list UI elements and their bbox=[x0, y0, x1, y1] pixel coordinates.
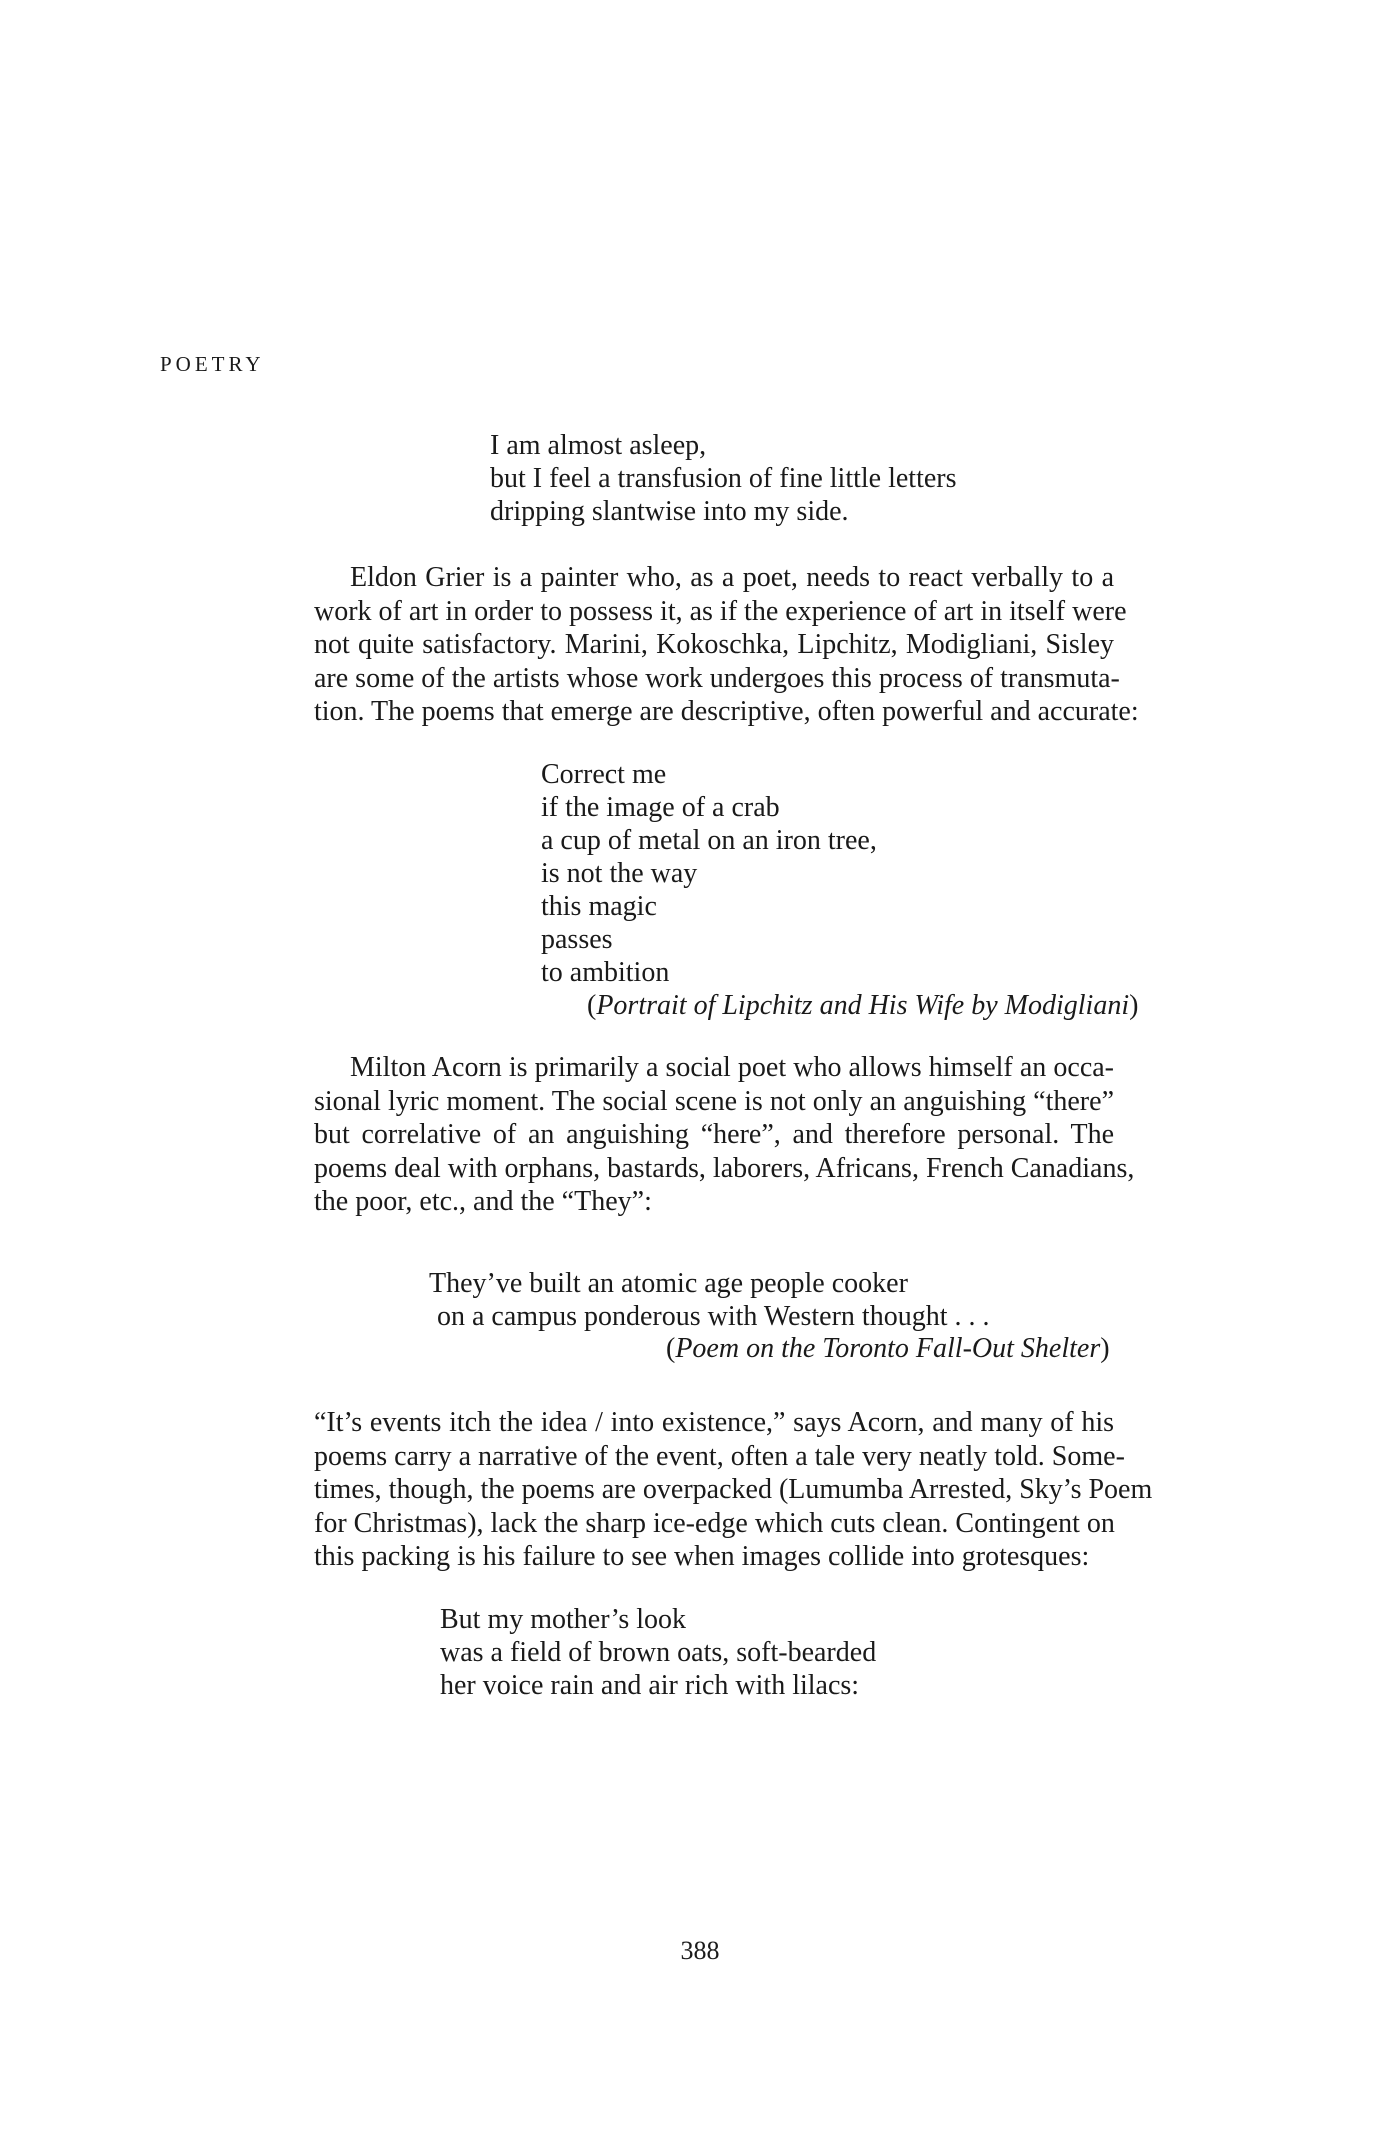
paragraph-line: for Christmas), lack the sharp ice-edge which cuts clean. Contingent on bbox=[314, 1507, 1115, 1539]
verse-line: but I feel a transfusion of fine little letters bbox=[490, 463, 957, 494]
paragraph-line: are some of the artists whose work undergoes this process of transmuta- bbox=[314, 662, 1120, 694]
paragraph-events bbox=[314, 1406, 1153, 1574]
paragraph-line: the poor, etc., and the “They”: bbox=[314, 1186, 652, 1217]
citation-toronto: (Poem on the Toronto Fall-Out Shelter) bbox=[666, 1333, 1110, 1364]
verse-line: a cup of metal on an iron tree, bbox=[541, 825, 877, 856]
verse-line: is not the way bbox=[541, 858, 698, 889]
verse-line: if the image of a crab bbox=[541, 792, 780, 823]
verse-line: on a campus ponderous with Western thought . . . bbox=[437, 1301, 990, 1332]
paragraph-line: sional lyric moment. The social scene is not only an anguishing “there” bbox=[314, 1085, 1114, 1117]
paragraph-line: this packing is his failure to see when images collide into grotesques: bbox=[314, 1541, 1090, 1572]
page-number: 388 bbox=[680, 1936, 720, 1965]
paragraph-line: Milton Acorn is primarily a social poet who allows himself an occa- bbox=[350, 1052, 1114, 1083]
paragraph-line: times, though, the poems are overpacked (Lumumba Arrested, Sky’s Poem bbox=[314, 1474, 1153, 1505]
paragraph-line: Eldon Grier is a painter who, as a poet, needs to react verbally to a bbox=[350, 562, 1114, 593]
verse-line: But my mother’s look bbox=[440, 1604, 687, 1635]
citation-lipchitz: (Portrait of Lipchitz and His Wife by Modigliani) bbox=[587, 990, 1139, 1021]
verse-line: was a field of brown oats, soft-bearded bbox=[440, 1637, 877, 1668]
verse-people-cooker bbox=[429, 1267, 989, 1333]
verse-line: to ambition bbox=[541, 957, 670, 988]
verse-lipchitz bbox=[541, 758, 877, 989]
verse-line: dripping slantwise into my side. bbox=[490, 496, 849, 527]
verse-line: They’ve built an atomic age people cooker bbox=[429, 1268, 908, 1299]
verse-line: her voice rain and air rich with lilacs: bbox=[440, 1670, 860, 1701]
paragraph-line: “It’s events itch the idea / into existence,” says Acorn, and many of his bbox=[314, 1407, 1114, 1438]
verse-line: Correct me bbox=[541, 759, 667, 790]
opening-verse bbox=[490, 429, 957, 528]
paragraph-line: poems deal with orphans, bastards, laborers, Africans, French Canadians, bbox=[314, 1152, 1135, 1184]
paragraph-line: not quite satisfactory. Marini, Kokoschka, Lipchitz, Modigliani, Sisley bbox=[314, 629, 1114, 660]
paragraph-line: tion. The poems that emerge are descriptive, often powerful and accurate: bbox=[314, 696, 1139, 727]
verse-line: this magic bbox=[541, 891, 657, 922]
paragraph-line: poems carry a narrative of the event, often a tale very neatly told. Some- bbox=[314, 1440, 1125, 1472]
paragraph-acorn bbox=[314, 1051, 1135, 1219]
verse-mother bbox=[440, 1603, 876, 1702]
paragraph-grier bbox=[314, 561, 1139, 729]
paragraph-line: but correlative of an anguishing “here”, and therefore personal. The bbox=[314, 1119, 1114, 1150]
running-head: POETRY bbox=[160, 352, 265, 376]
paragraph-line: work of art in order to possess it, as if the experience of art in itself were bbox=[314, 595, 1127, 627]
verse-line: I am almost asleep, bbox=[490, 430, 707, 461]
verse-line: passes bbox=[541, 924, 613, 955]
